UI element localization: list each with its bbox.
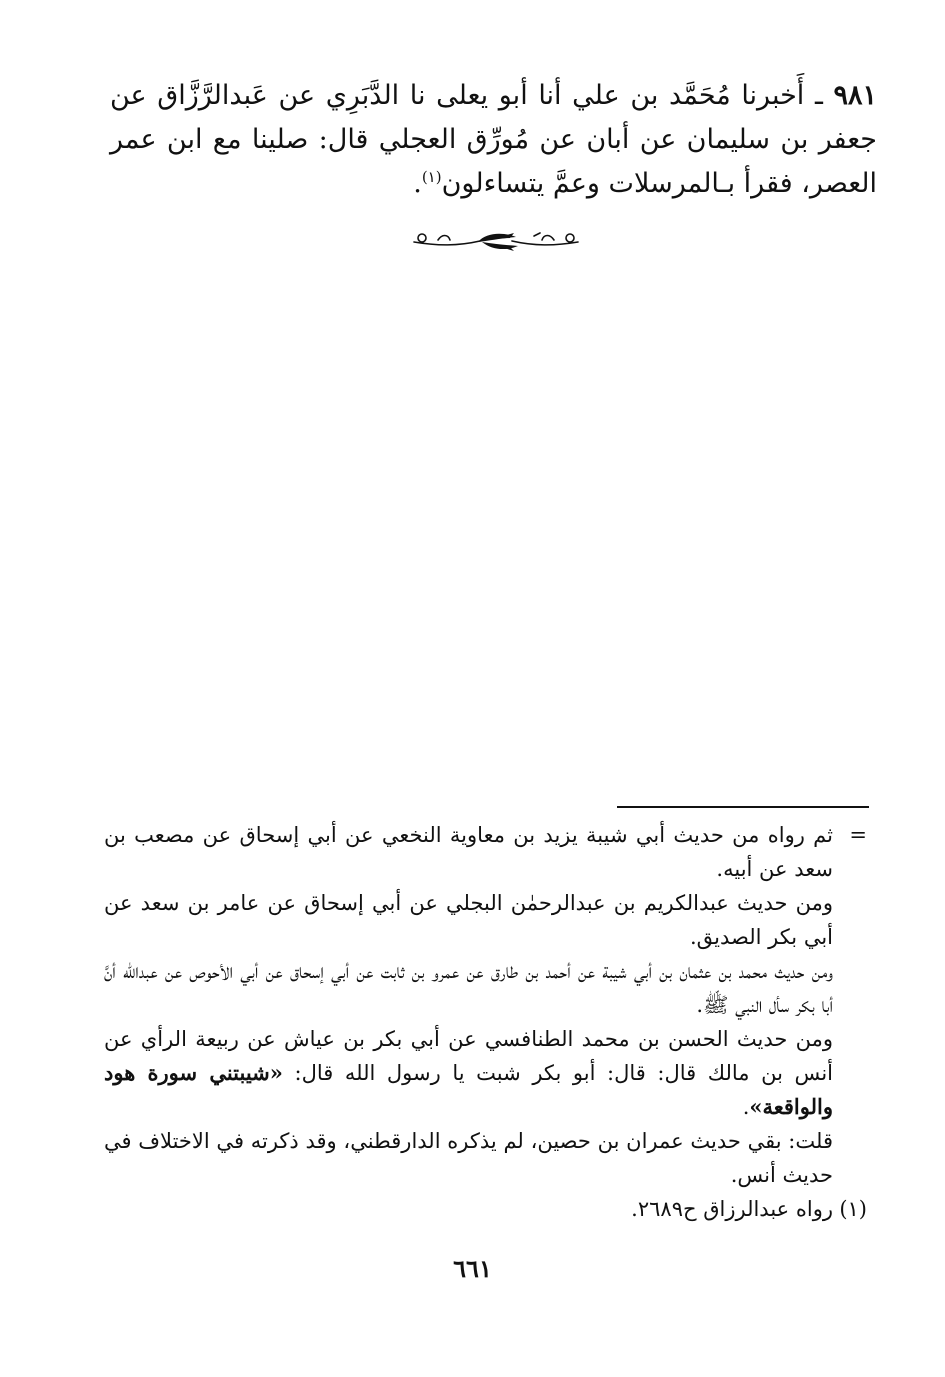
hadith-dash: ـ: [814, 80, 823, 111]
footnote-paragraph-text: [104, 1022, 833, 1124]
footnote-1: [104, 1192, 867, 1226]
footnote-reference: (١): [421, 168, 442, 186]
footnote-paragraph-text: قلت: بقي حديث عمران بن حصين، لم يذكره الدارقطني، وقد ذكرته في الاختلاف في حديث أنس.: [104, 1129, 833, 1187]
footnotes: [104, 818, 867, 1226]
hadith-paragraph: [110, 74, 877, 206]
hadith-end-mark: .: [413, 168, 422, 199]
page-number: ٦٦١: [453, 1254, 492, 1283]
footnote-paragraph: [104, 1124, 867, 1192]
footnote-1-text: رواه عبدالرزاق ح٢٦٨٩.: [631, 1197, 833, 1221]
prophetic-quote: «شيبتني سورة هود والواقعة»: [104, 1060, 833, 1119]
continuation-marker: =: [849, 823, 867, 847]
footnote-paragraph: [104, 954, 867, 1022]
ornament-divider-icon: [408, 224, 584, 260]
footnote-paragraph: [104, 1022, 867, 1124]
footnote-paragraph: [104, 886, 867, 954]
footnote-paragraph-text: ومن حديث عبدالكريم بن عبدالرحمٰن البجلي عن أبي إسحاق عن عامر بن سعد عن أبي بكر الصديق.: [104, 891, 833, 949]
narration-end-mark: .: [742, 1095, 750, 1119]
footnote-paragraph-text: ومن حديث محمد بن عثمان بن أبي شيبة عن أحمد بن طارق عن عمرو بن ثابت عن أبي إسحاق عن أبي الأحوص عن عبدالله أنَّ أبا بكر سأل النبي ﷺ.: [104, 959, 833, 1017]
narration-text: ومن حديث الحسن بن محمد الطنافسي عن أبي بكر بن عياش عن ربيعة الرأي عن أنس بن مالك قال: قال: أبو بكر شبت يا رسول الله قال:: [104, 1027, 833, 1085]
hadith-text: أَخبرنا مُحَمَّد بن علي أنا أبو يعلى نا الدَّبَرِي عن عَبدالرَّزَّاق عن جعفر بن سليمان عن أبان عن مُورِّق العجلي قال: صلينا مع ابن عمر العصر، فقرأ بـالمرسلات وعمَّ يتساءلون: [110, 80, 877, 199]
continuation-paragraph: ثم رواه من حديث أبي شيبة يزيد بن معاوية النخعي عن أبي إسحاق عن مصعب بن سعد عن أبيه.: [104, 823, 833, 881]
footnote-1-marker: (١): [839, 1197, 867, 1221]
footnote-separator: [617, 806, 869, 808]
footnote-continuation: [104, 818, 867, 886]
hadith-number: ٩٨١: [833, 80, 877, 111]
